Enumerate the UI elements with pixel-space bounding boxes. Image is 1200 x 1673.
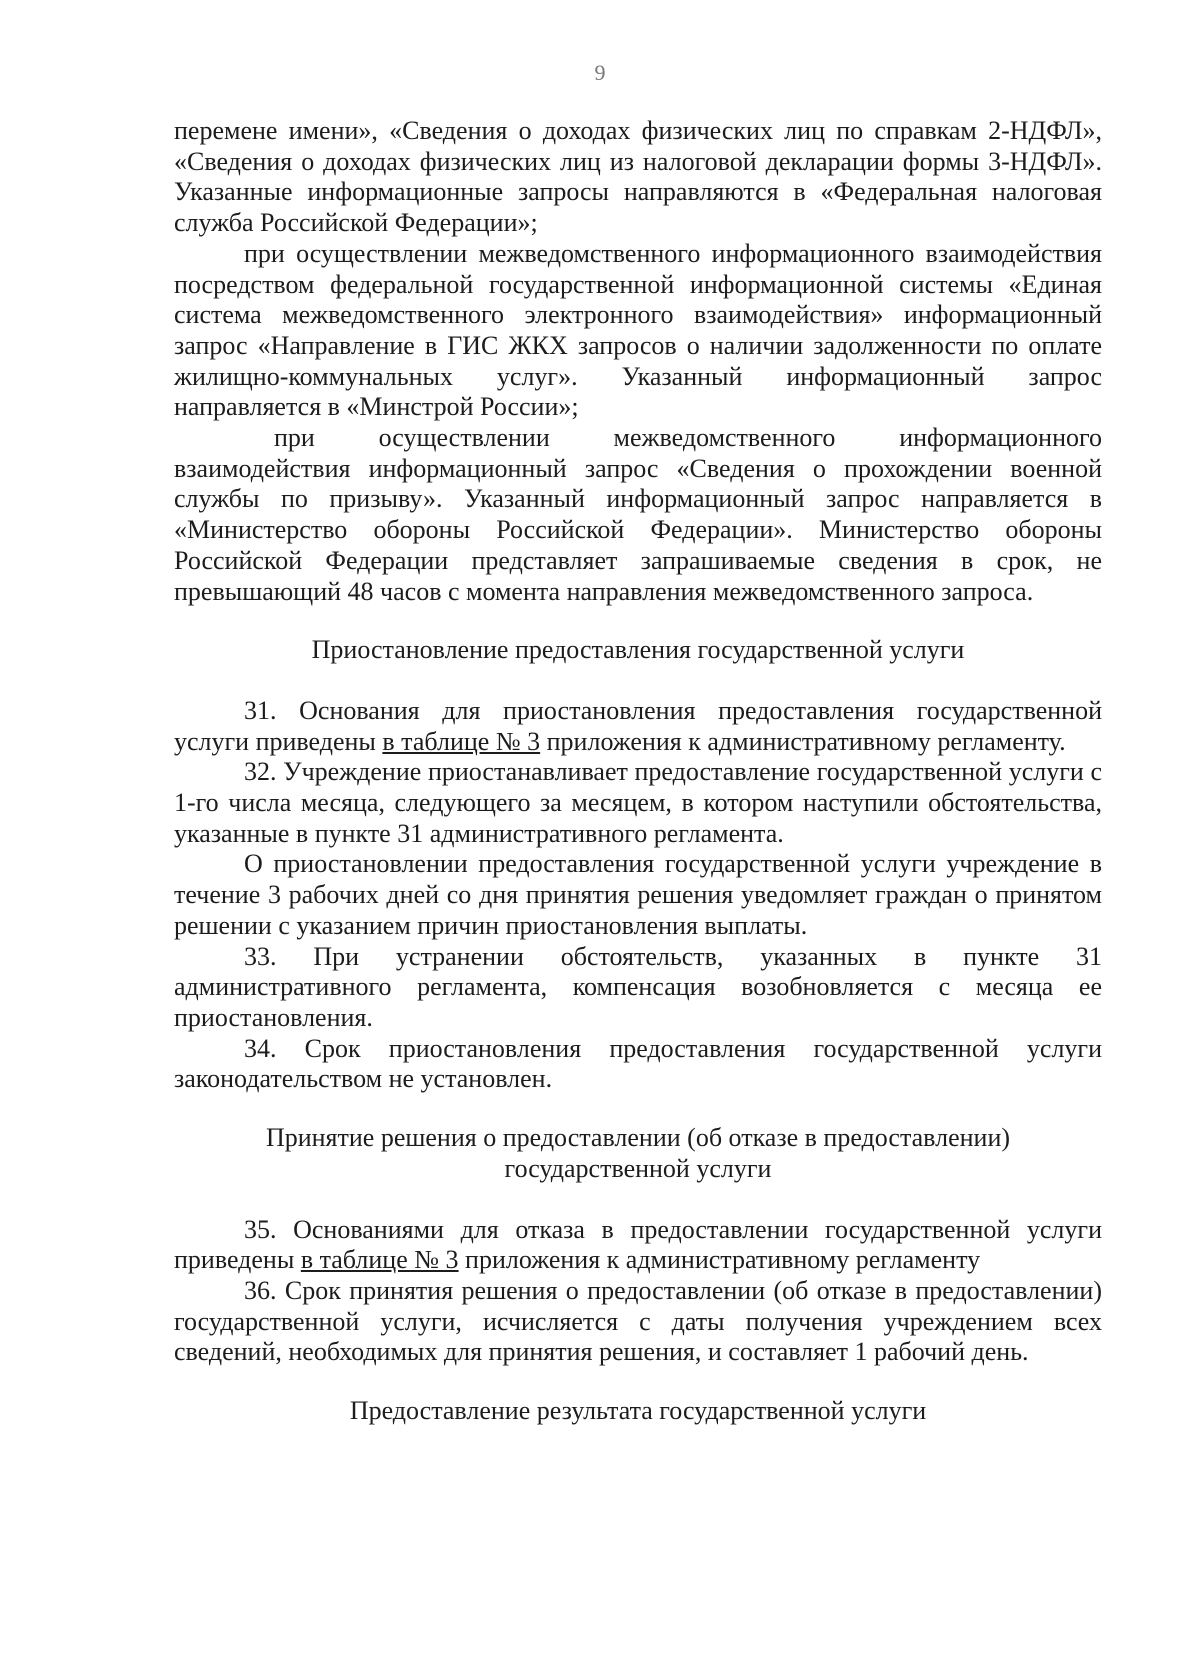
section-heading-decision-line2: государственной услуги: [504, 1153, 772, 1183]
section-heading-decision-line1: Принятие решения о предоставлении (об отказе в предоставлении): [265, 1123, 1011, 1153]
paragraph-33: 33. При устранении обстоятельств, указанных в пункте 31 административного регламента, компенсация возобновляется с месяца ее приостановления.: [174, 941, 1102, 1032]
paragraph-31-text-after: приложения к административному регламенту.: [540, 726, 1066, 756]
paragraph-31: [174, 696, 1102, 757]
paragraph-gis-zhkh-request: при осуществлении межведомственного информационного взаимодействия посредством федеральной государственной информационной системы «Единая система межведомственного электронного взаимодействия» информационный запрос «Направление в ГИС ЖКХ запросов о наличии задолженности по оплате жилищно-коммунальных услуг». Указанный информационный запрос направляется в «Минстрой России»;: [174, 238, 1102, 422]
page-number: 9: [594, 60, 606, 85]
paragraph-35-text-before: 35. Основаниями для отказа в предоставлении государственной услуги приведены: [174, 1214, 1102, 1275]
table-3-link[interactable]: в таблице № 3: [382, 726, 541, 756]
table-3-link[interactable]: в таблице № 3: [300, 1245, 459, 1275]
section-heading-suspension: Приостановление предоставления государственной услуги: [311, 635, 965, 665]
paragraph-32: 32. Учреждение приостанавливает предоставление государственной услуги с 1-го числа месяца, следующего за месяцем, в котором наступили обстоятельства, указанные в пункте 31 административного регламента.: [174, 757, 1102, 848]
paragraph-34: 34. Срок приостановления предоставления государственной услуги законодательством не установлен.: [174, 1033, 1102, 1094]
paragraph-35-text-after: приложения к административному регламенту: [458, 1245, 981, 1275]
paragraph-ndfl-requests: перемене имени», «Сведения о доходах физических лиц по справкам 2-НДФЛ», «Сведения о доходах физических лиц из налоговой декларации формы 3-НДФЛ». Указанные информационные запросы направляются в «Федеральная налоговая служба Российской Федерации»;: [174, 116, 1102, 238]
section-heading-result: Предоставление результата государственной услуги: [349, 1396, 927, 1426]
paragraph-35: [174, 1215, 1102, 1276]
paragraph-36: 36. Срок принятия решения о предоставлении (об отказе в предоставлении) государственной услуги, исчисляется с даты получения учреждением всех сведений, необходимых для принятия решения, и составляет 1 рабочий день.: [174, 1275, 1102, 1367]
paragraph-31-text-before: 31. Основания для приостановления предоставления государственной услуги приведены: [174, 695, 1102, 756]
document-body: [174, 116, 1102, 1427]
paragraph-military-service-request: при осуществлении межведомственного информационного взаимодействия информационный запрос «Сведения о прохождении военной службы по призыву». Указанный информационный запрос направляется в «Министерство обороны Российской Федерации». Министерство обороны Российской Федерации представляет запрашиваемые сведения в срок, не превышающий 48 часов с момента направления межведомственного запроса.: [174, 423, 1102, 606]
paragraph-32-notification: О приостановлении предоставления государственной услуги учреждение в течение 3 рабочих дней со дня принятия решения уведомляет граждан о принятом решении с указанием причин приостановления выплаты.: [174, 849, 1102, 940]
section-heading-decision: [174, 1123, 1102, 1184]
